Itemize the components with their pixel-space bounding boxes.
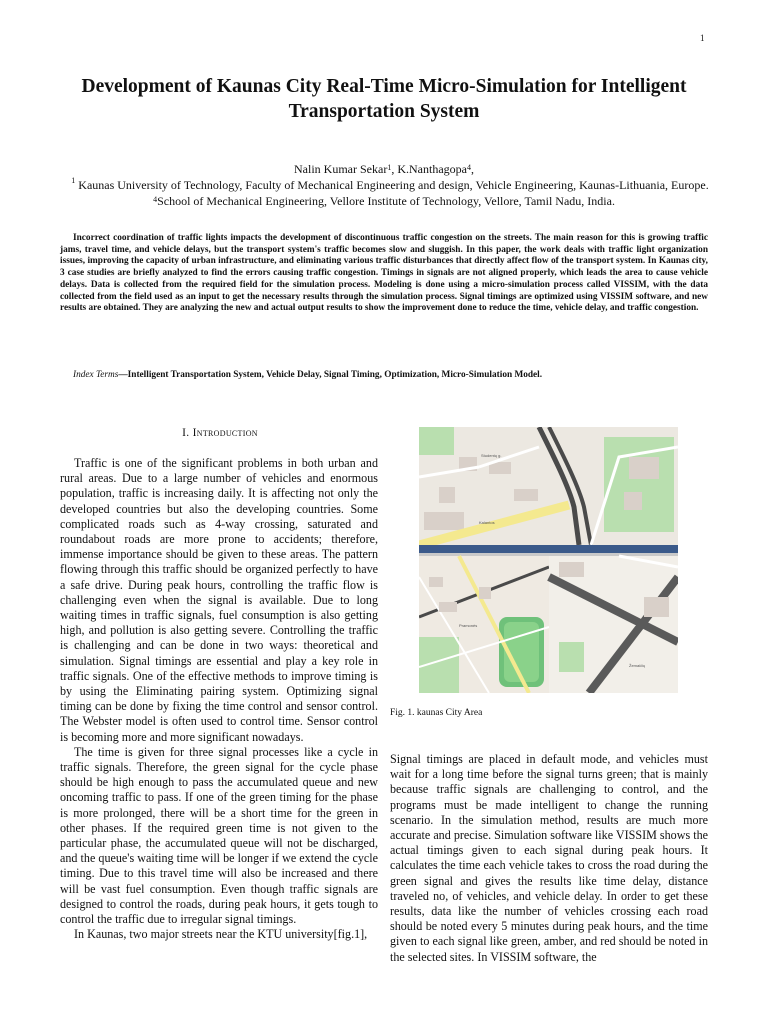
section-heading — [60, 427, 380, 439]
affiliation-2-sup: 4 — [153, 195, 158, 204]
abstract: Incorrect coordination of traffic lights impacts the development of discontinuous traffic congestion on the streets. The main reason for this is growing traffic jams, travel time, and vehicle delays, but the transport system's traffic becomes slow and sluggish. In this paper, the work deals with traffic light organization issues, improving the capacity of urban infrastructure, and eliminating various traffic disturbances that directly affect flow of the transport system. In Kaunas city, 3 case studies are briefly analyzed to find the errors causing traffic congestion. Timings in signals are not aligned properly, which leads the area to cause vehicle delays. Data is collected from the required field for the simulation process. Modeling is done using a micro-simulation process called VISSIM, with the data collected from the field used as an input to get the necessary results through the simulation process. Signal timings are optimized using VISSIM software, and new results are obtained. They are analyzing the new and actual output results to show the improvement done to reduce the time, vehicle delay, and traffic congestion. — [60, 233, 708, 314]
map-label: Studentų g. — [481, 453, 502, 458]
paper-title: Development of Kaunas City Real-Time Micro-Simulation for Intelligent Transportation System — [81, 76, 687, 122]
left-column — [60, 456, 378, 943]
map-image — [419, 427, 678, 693]
author-line — [30, 162, 738, 177]
affiliation-2-text: School of Mechanical Engineering, Vellore Institute of Technology, Vellore, Tamil Nadu, India. — [157, 194, 615, 208]
paragraph: Signal timings are placed in default mode, and vehicles must wait for a long time before the signal turns green; that is mainly because traffic signals are challenging to control, and the programs must be made intelligent to change the running scenario. In the simulation method, results are much more accurate and precise. Simulation software like VISSIM shows the actual timings given to each signal during peak hours. It calculates the time each vehicle takes to cross the road during the green signal and gives the results like time delay, distance traveled no, of vehicles, and vehicle delay. In order to get these results, data like the number of vehicles crossing each road should be noted every 5 minutes during peak hours, and the time given to each signal like green, amber, and red should be noted in the selected sites. In VISSIM software, the — [390, 752, 708, 964]
paragraph: In Kaunas, two major streets near the KTU university[fig.1], — [74, 927, 368, 942]
map-label: Žemaičių — [629, 663, 646, 668]
paragraph: The time is given for three signal processes like a cycle in traffic signals. Therefore, the green signal for the cycle phase should be high enough to pass the accumulated queue and new oncoming traffic to pass. If one of the green timing for the phase is more prolonged, there will be a short time for the green in other phases. If the required green time is not given to the particular phase, the accumulated queue will not be discharged, and the queue's waiting time will be longer if we extend the cycle timing. Due to this travel time will also be increased and there will be vast fuel consumption. Even though traffic signals are designed to control the roads, during peak hours, it gets tough to control the traffic due to irregular signal timings. — [60, 744, 378, 927]
affiliation-2 — [30, 194, 738, 209]
section-title: Introduction — [192, 427, 258, 439]
affiliation-1 — [20, 178, 760, 193]
figure-caption: Fig. 1. kaunas City Area — [390, 708, 483, 718]
paragraph: Traffic is one of the significant problems in both urban and rural areas. Due to a large number of vehicles and enormous population, traffic is increasing daily. It is affecting not only the developed countries but also the developing countries. Some complicated roads such as 4-way crossing, saturated and roundabout roads are more prone to accidents; therefore, immense importance should be given to these areas. The pattern flowing through this traffic should be organized perfectly to have a safe drive. During peak hours, controlling the traffic flow is challenging even when the signal is available. Due to long waiting times in traffic signals, fuel consumption is also getting high, and pollution is also getting severe. Controlling the traffic is challenging and can be done in two ways: theoretical and simulation. Signal timings are essential and play a key role in traffic signals. One of the effective methods to improve timing is by using the Eliminating pairing system. Optimizing signal timing can be done by fixing the time control and sensor control. The Webster model is often used to control time. Sensor control is becoming more and more significant nowadays. — [60, 456, 378, 744]
right-column — [390, 752, 708, 965]
figure-map — [419, 427, 678, 693]
section-number: I. — [182, 427, 193, 439]
author-2-sup: 4 — [466, 163, 471, 172]
author-1-sup: 1 — [387, 163, 392, 172]
page-number: 1 — [700, 33, 705, 43]
map-label: Pramonės — [459, 623, 478, 628]
affiliation-1-sup: 1 — [71, 176, 76, 185]
author-2-name: K.Nanthagopa — [397, 162, 467, 176]
author-sep: , — [391, 162, 398, 176]
index-terms-text: Intelligent Transportation System, Vehicle Delay, Signal Timing, Optimization, Micro-Simulation Model. — [127, 370, 543, 380]
author-1-name: Nalin Kumar Sekar — [294, 162, 388, 176]
index-terms-dash: — — [118, 370, 128, 380]
map-label: Kalantos — [479, 520, 495, 525]
author-end: , — [470, 162, 474, 176]
index-terms — [60, 370, 708, 380]
affiliation-1-text: Kaunas University of Technology, Faculty of Mechanical Engineering and design, Vehicle Engineering, Kaunas-Lithuania, Europe. — [75, 178, 709, 192]
index-terms-label: Index Terms — [73, 370, 119, 380]
